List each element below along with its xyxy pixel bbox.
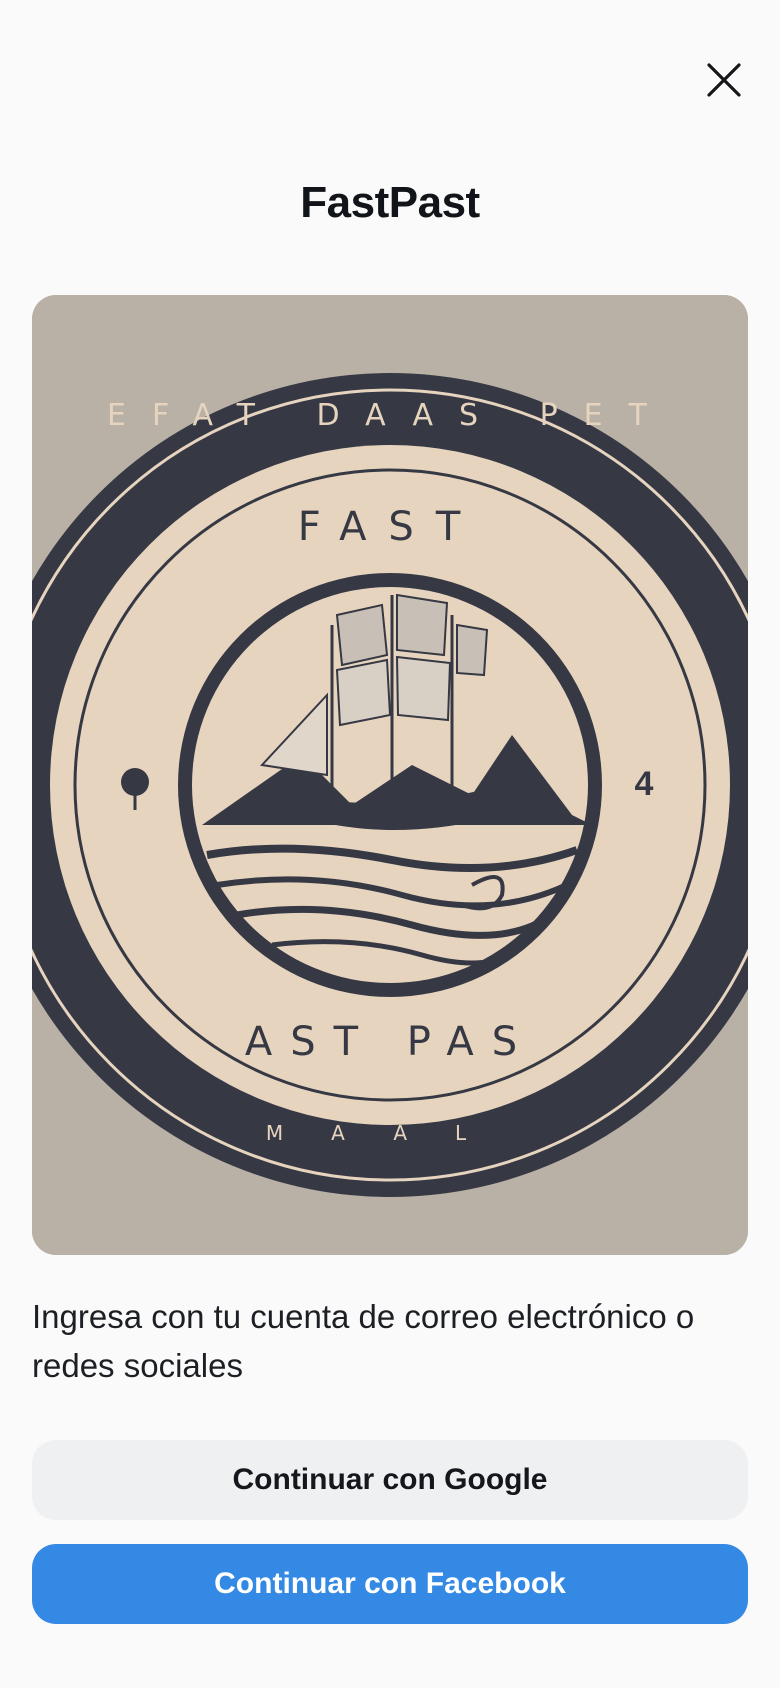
emblem-outer-bottom: MAAL bbox=[265, 1121, 515, 1145]
close-icon bbox=[706, 62, 742, 98]
emblem-inner-bottom: AST PAS bbox=[244, 1019, 536, 1065]
logo-image bbox=[32, 295, 748, 1255]
ship-emblem-logo bbox=[32, 295, 748, 1255]
close-button[interactable] bbox=[700, 56, 748, 104]
continue-with-google-button[interactable]: Continuar con Google bbox=[32, 1440, 748, 1520]
app-title: FastPast bbox=[300, 178, 480, 227]
sign-in-instructions: Ingresa con tu cuenta de correo electrónico o redes sociales bbox=[32, 1298, 695, 1384]
emblem-inner-top: FAST bbox=[297, 504, 483, 550]
svg-text:4: 4 bbox=[634, 765, 654, 803]
continue-with-facebook-button[interactable]: Continuar con Facebook bbox=[32, 1544, 748, 1624]
emblem-outer-top: EFAT DAAS PET bbox=[107, 398, 673, 433]
